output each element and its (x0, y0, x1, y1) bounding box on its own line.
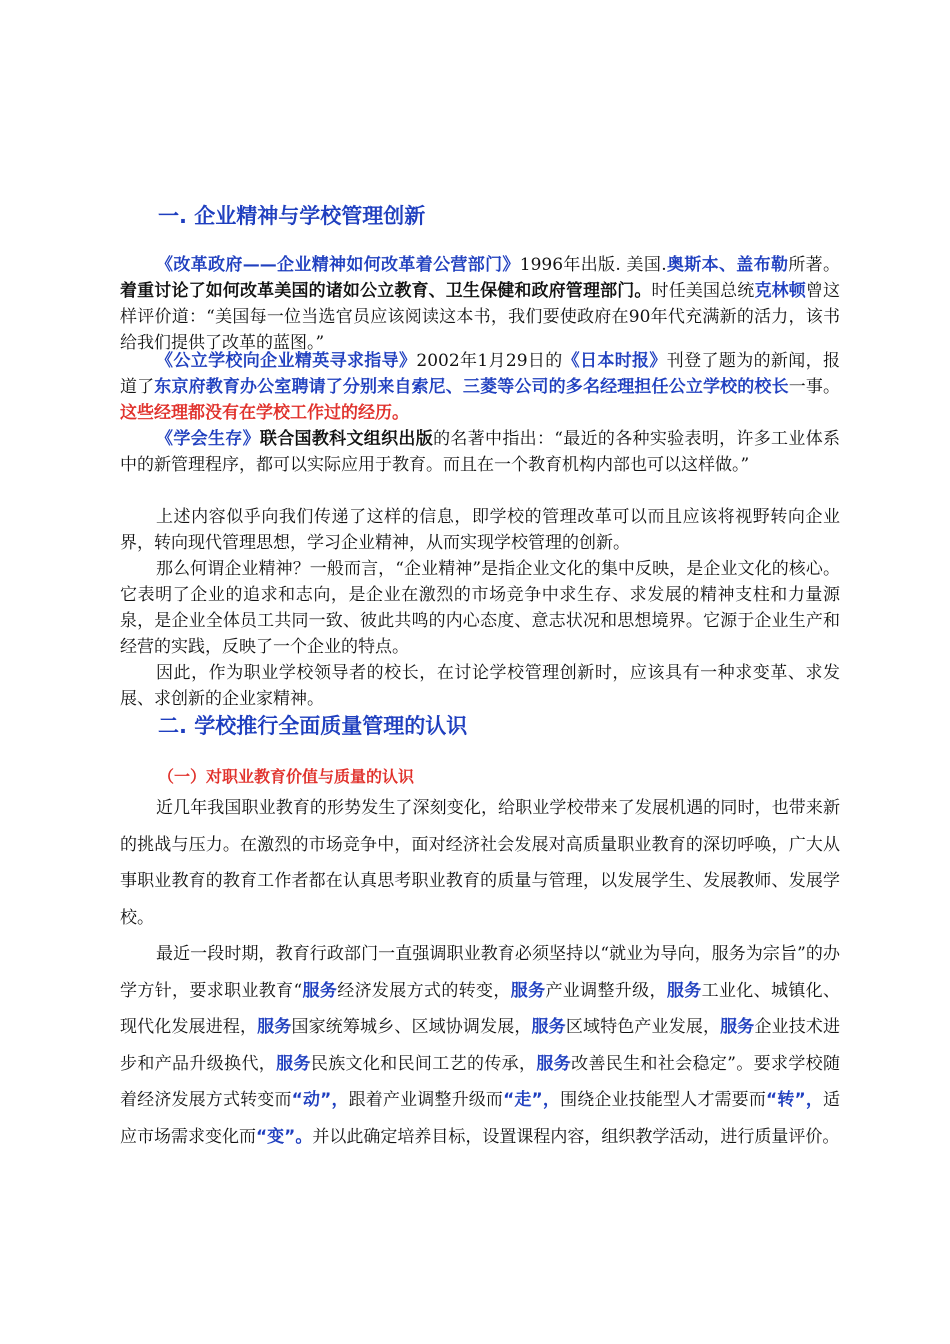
text: 时任美国总统 (651, 281, 755, 301)
text: 并以此确定培养目标，设置课程内容，组织教学活动，进行质量评价。 (312, 1126, 840, 1147)
book-title-2: 《公立学校向企业精英寻求指导》 (156, 351, 417, 371)
service-keyword: 服务 (531, 1017, 566, 1037)
highlight-red: 这些经理都没有在学校工作过的经历。 (120, 403, 409, 423)
section1-paragraph-4: 上述内容似乎向我们传递了这样的信息，即学校的管理改革可以而且应该将视野转向企业界，转向现代管理思想，学习企业精神，从而实现学校管理的创新。 (120, 507, 840, 553)
text: 产业调整升级， (545, 980, 667, 1001)
text: 刊登了题为的新闻，报道了 (120, 351, 841, 397)
service-keyword: 服务 (720, 1017, 755, 1037)
text: 的名著中指出：“最近的各种实验表明，许多工业体系中的新管理程序，都可以实际应用于教育。而且在一个教育机构内部也可以这样做。” (120, 429, 841, 475)
keyword-zhuan: “转”， (766, 1090, 823, 1110)
keyword-zou: “走”， (503, 1090, 561, 1110)
text: 1996年出版. 美国. (519, 255, 667, 275)
service-keyword: 服务 (536, 1053, 572, 1074)
text: 一事。 (788, 377, 841, 397)
service-keyword: 服务 (302, 980, 338, 1001)
text: 跟着产业调整升级而 (348, 1090, 504, 1110)
section2-paragraph-1: 近几年我国职业教育的形势发生了深刻变化，给职业学校带来了发展机遇的同时，也带来新的挑战与压力。在激烈的市场竞争中，面对经济社会发展对高质量职业教育的深切呼唤，广大从事职业教育的教育工作者都在认真思考职业教育的质量与管理，以发展学生、发展教师、发展学校。 (120, 798, 840, 928)
keyword-dong: “动”， (291, 1090, 349, 1110)
service-keyword: 服务 (257, 1017, 292, 1037)
focus-statement: 着重讨论了如何改革美国的诸如公立教育、卫生保健和政府管理部门。 (120, 281, 652, 301)
clinton-name: 克林顿 (754, 281, 806, 301)
section1-paragraph-5: 那么何谓企业精神？一般而言，“企业精神”是指企业文化的集中反映，是企业文化的核心。它表明了企业的追求和志向，是企业在激烈的市场竞争中求生存、求发展的精神支柱和力量源泉，是企业全体员工共同一致、彼此共鸣的内心态度、意志状况和思想境界。它源于企业生产和经营的实践，反映了一个企业的特点。 (120, 559, 840, 657)
tokyo-news: 东京府教育办公室聘请了分别来自索尼、三菱等公司的多名经理担任公立学校的校长 (154, 377, 789, 397)
newspaper-title: 《日本时报》 (562, 351, 667, 371)
section1-paragraph-2 (120, 348, 840, 426)
text: 国家统筹城乡、区域协调发展， (291, 1017, 532, 1037)
unesco-publisher: 联合国教科文组织出版 (259, 429, 434, 449)
book-title-3: 《学会生存》 (156, 429, 260, 449)
book-title-1: 《改革政府——企业精神如何改革着公营部门》 (156, 255, 520, 275)
text: 经济发展方式的转变， (337, 980, 511, 1001)
text: 工业化、城镇化、现代化发展进程， (120, 980, 841, 1037)
section1-paragraph-1 (120, 252, 840, 356)
text: 曾这样评价道：“美国每一位当选官员应该阅读这本书，我们要使政府在90年代充满新的活力，该书给我们提供了改革的蓝图。” (120, 281, 841, 353)
text: 企业技术进步和产品升级换代， (120, 1017, 841, 1074)
section1-heading: 一. 企业精神与学校管理创新 (158, 204, 426, 228)
text: 民族文化和民间工艺的传承， (310, 1053, 537, 1074)
text: 围绕企业技能型人才需要而 (560, 1090, 766, 1110)
section2-subheading-1: （一）对职业教育价值与质量的认识 (158, 767, 415, 786)
text: 2002年1月29日的 (416, 351, 563, 371)
text: 所著。 (788, 255, 841, 275)
section1-paragraph-3 (120, 426, 840, 478)
text: 改善民生和社会稳定”。要求学校随着经济发展方式转变而 (120, 1053, 841, 1110)
service-keyword: 服务 (510, 980, 546, 1001)
keyword-bian: “变”。 (256, 1126, 313, 1147)
section2-heading: 二. 学校推行全面质量管理的认识 (158, 714, 468, 738)
service-keyword: 服务 (666, 980, 702, 1001)
author-names: 奥斯本、盖布勒 (666, 255, 789, 275)
section2-paragraph-2 (120, 936, 840, 1155)
section1-paragraph-6: 因此，作为职业学校领导者的校长，在讨论学校管理创新时，应该具有一种求变革、求发展、求创新的企业家精神。 (120, 663, 840, 709)
text: 适应市场需求变化而 (120, 1090, 840, 1147)
text: 区域特色产业发展， (565, 1017, 721, 1037)
service-keyword: 服务 (276, 1053, 311, 1074)
text: 最近一段时期，教育行政部门一直强调职业教育必须坚持以“就业为导向，服务为宗旨”的办学方针，要求职业教育“ (120, 944, 840, 1001)
